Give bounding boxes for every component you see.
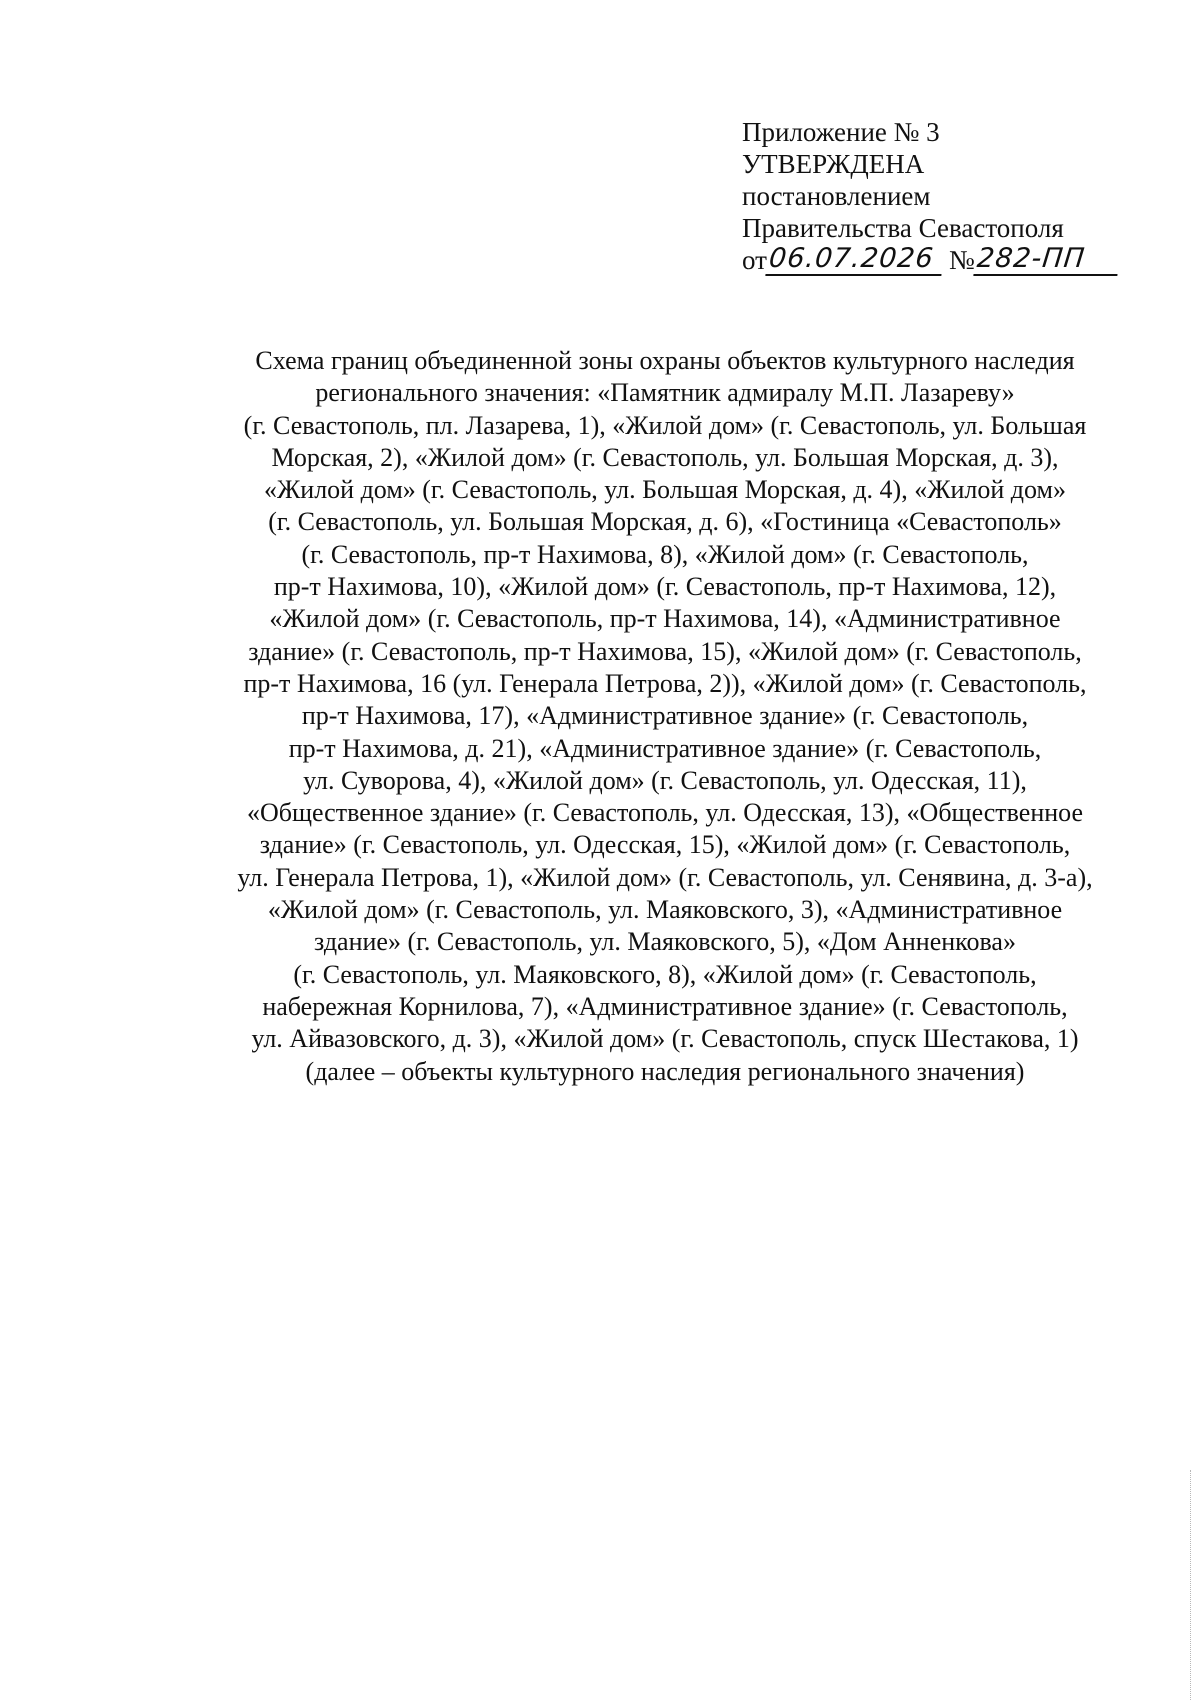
title-line: Морская, 2), «Жилой дом» (г. Севастополь, ул. Большая Морская, д. 3), [271, 442, 1059, 472]
resolution-date-number-row [742, 244, 1162, 280]
title-line: Схема границ объединенной зоны охраны объектов культурного наследия [255, 346, 1075, 375]
title-line: здание» (г. Севастополь, пр-т Нахимова, 15), «Жилой дом» (г. Севастополь, [248, 636, 1082, 666]
title-line: здание» (г. Севастополь, ул. Одесская, 15), «Жилой дом» (г. Севастополь, [259, 830, 1071, 860]
government-name: Правительства Севастополя [742, 213, 1064, 243]
title-line: «Общественное здание» (г. Севастополь, ул. Одесская, 13), «Общественное [246, 798, 1084, 828]
resolution-text: постановлением [742, 181, 931, 211]
title-line: (г. Севастополь, пл. Лазарева, 1), «Жилой дом» (г. Севастополь, ул. Большая [243, 410, 1087, 440]
handwritten-resolution-number: 282-ПП [973, 244, 1120, 276]
title-line: (далее – объекты культурного наследия регионального значения) [305, 1056, 1025, 1086]
title-line: пр-т Нахимова, д. 21), «Административное здание» (г. Севастополь, [288, 733, 1042, 763]
title-line: регионального значения: «Памятник адмиралу М.П. Лазареву» [315, 378, 1015, 408]
handwritten-date: 06.07.2026 [765, 244, 944, 276]
title-line: набережная Корнилова, 7), «Административное здание» (г. Севастополь, [262, 991, 1068, 1021]
scan-edge-mark [1190, 1470, 1192, 1700]
title-line: «Жилой дом» (г. Севастополь, ул. Маяковского, 3), «Административное [267, 895, 1063, 925]
document-title [190, 345, 1140, 1088]
title-line: пр-т Нахимова, 17), «Административное здание» (г. Севастополь, [301, 701, 1029, 731]
title-line: (г. Севастополь, пр-т Нахимова, 8), «Жилой дом» (г. Севастополь, [301, 539, 1029, 569]
title-line: здание» (г. Севастополь, ул. Маяковского, 5), «Дом Анненкова» [314, 927, 1016, 957]
title-line: (г. Севастополь, ул. Большая Морская, д. 6), «Гостиница «Севастополь» [268, 507, 1062, 537]
appendix-number: Приложение № 3 [742, 117, 940, 147]
title-line: ул. Суворова, 4), «Жилой дом» (г. Севастополь, ул. Одесская, 11), [303, 765, 1027, 795]
title-line: «Жилой дом» (г. Севастополь, ул. Большая Морская, д. 4), «Жилой дом» [263, 475, 1066, 505]
title-line: ул. Айвазовского, д. 3), «Жилой дом» (г. Севастополь, спуск Шестакова, 1) [251, 1024, 1079, 1054]
approved-heading: УТВЕРЖДЕНА [742, 149, 925, 179]
approval-stamp-block [742, 116, 1162, 280]
number-sign: № [948, 245, 975, 275]
title-line: пр-т Нахимова, 16 (ул. Генерала Петрова, 2)), «Жилой дом» (г. Севастополь, [243, 668, 1087, 698]
date-prefix: от [742, 245, 767, 275]
title-line: ул. Генерала Петрова, 1), «Жилой дом» (г. Севастополь, ул. Сенявина, д. 3-а), [237, 862, 1093, 892]
title-line: пр-т Нахимова, 10), «Жилой дом» (г. Севастополь, пр-т Нахимова, 12), [273, 572, 1057, 602]
title-line: «Жилой дом» (г. Севастополь, пр-т Нахимова, 14), «Административное [269, 604, 1061, 634]
title-line: (г. Севастополь, ул. Маяковского, 8), «Жилой дом» (г. Севастополь, [293, 959, 1037, 989]
